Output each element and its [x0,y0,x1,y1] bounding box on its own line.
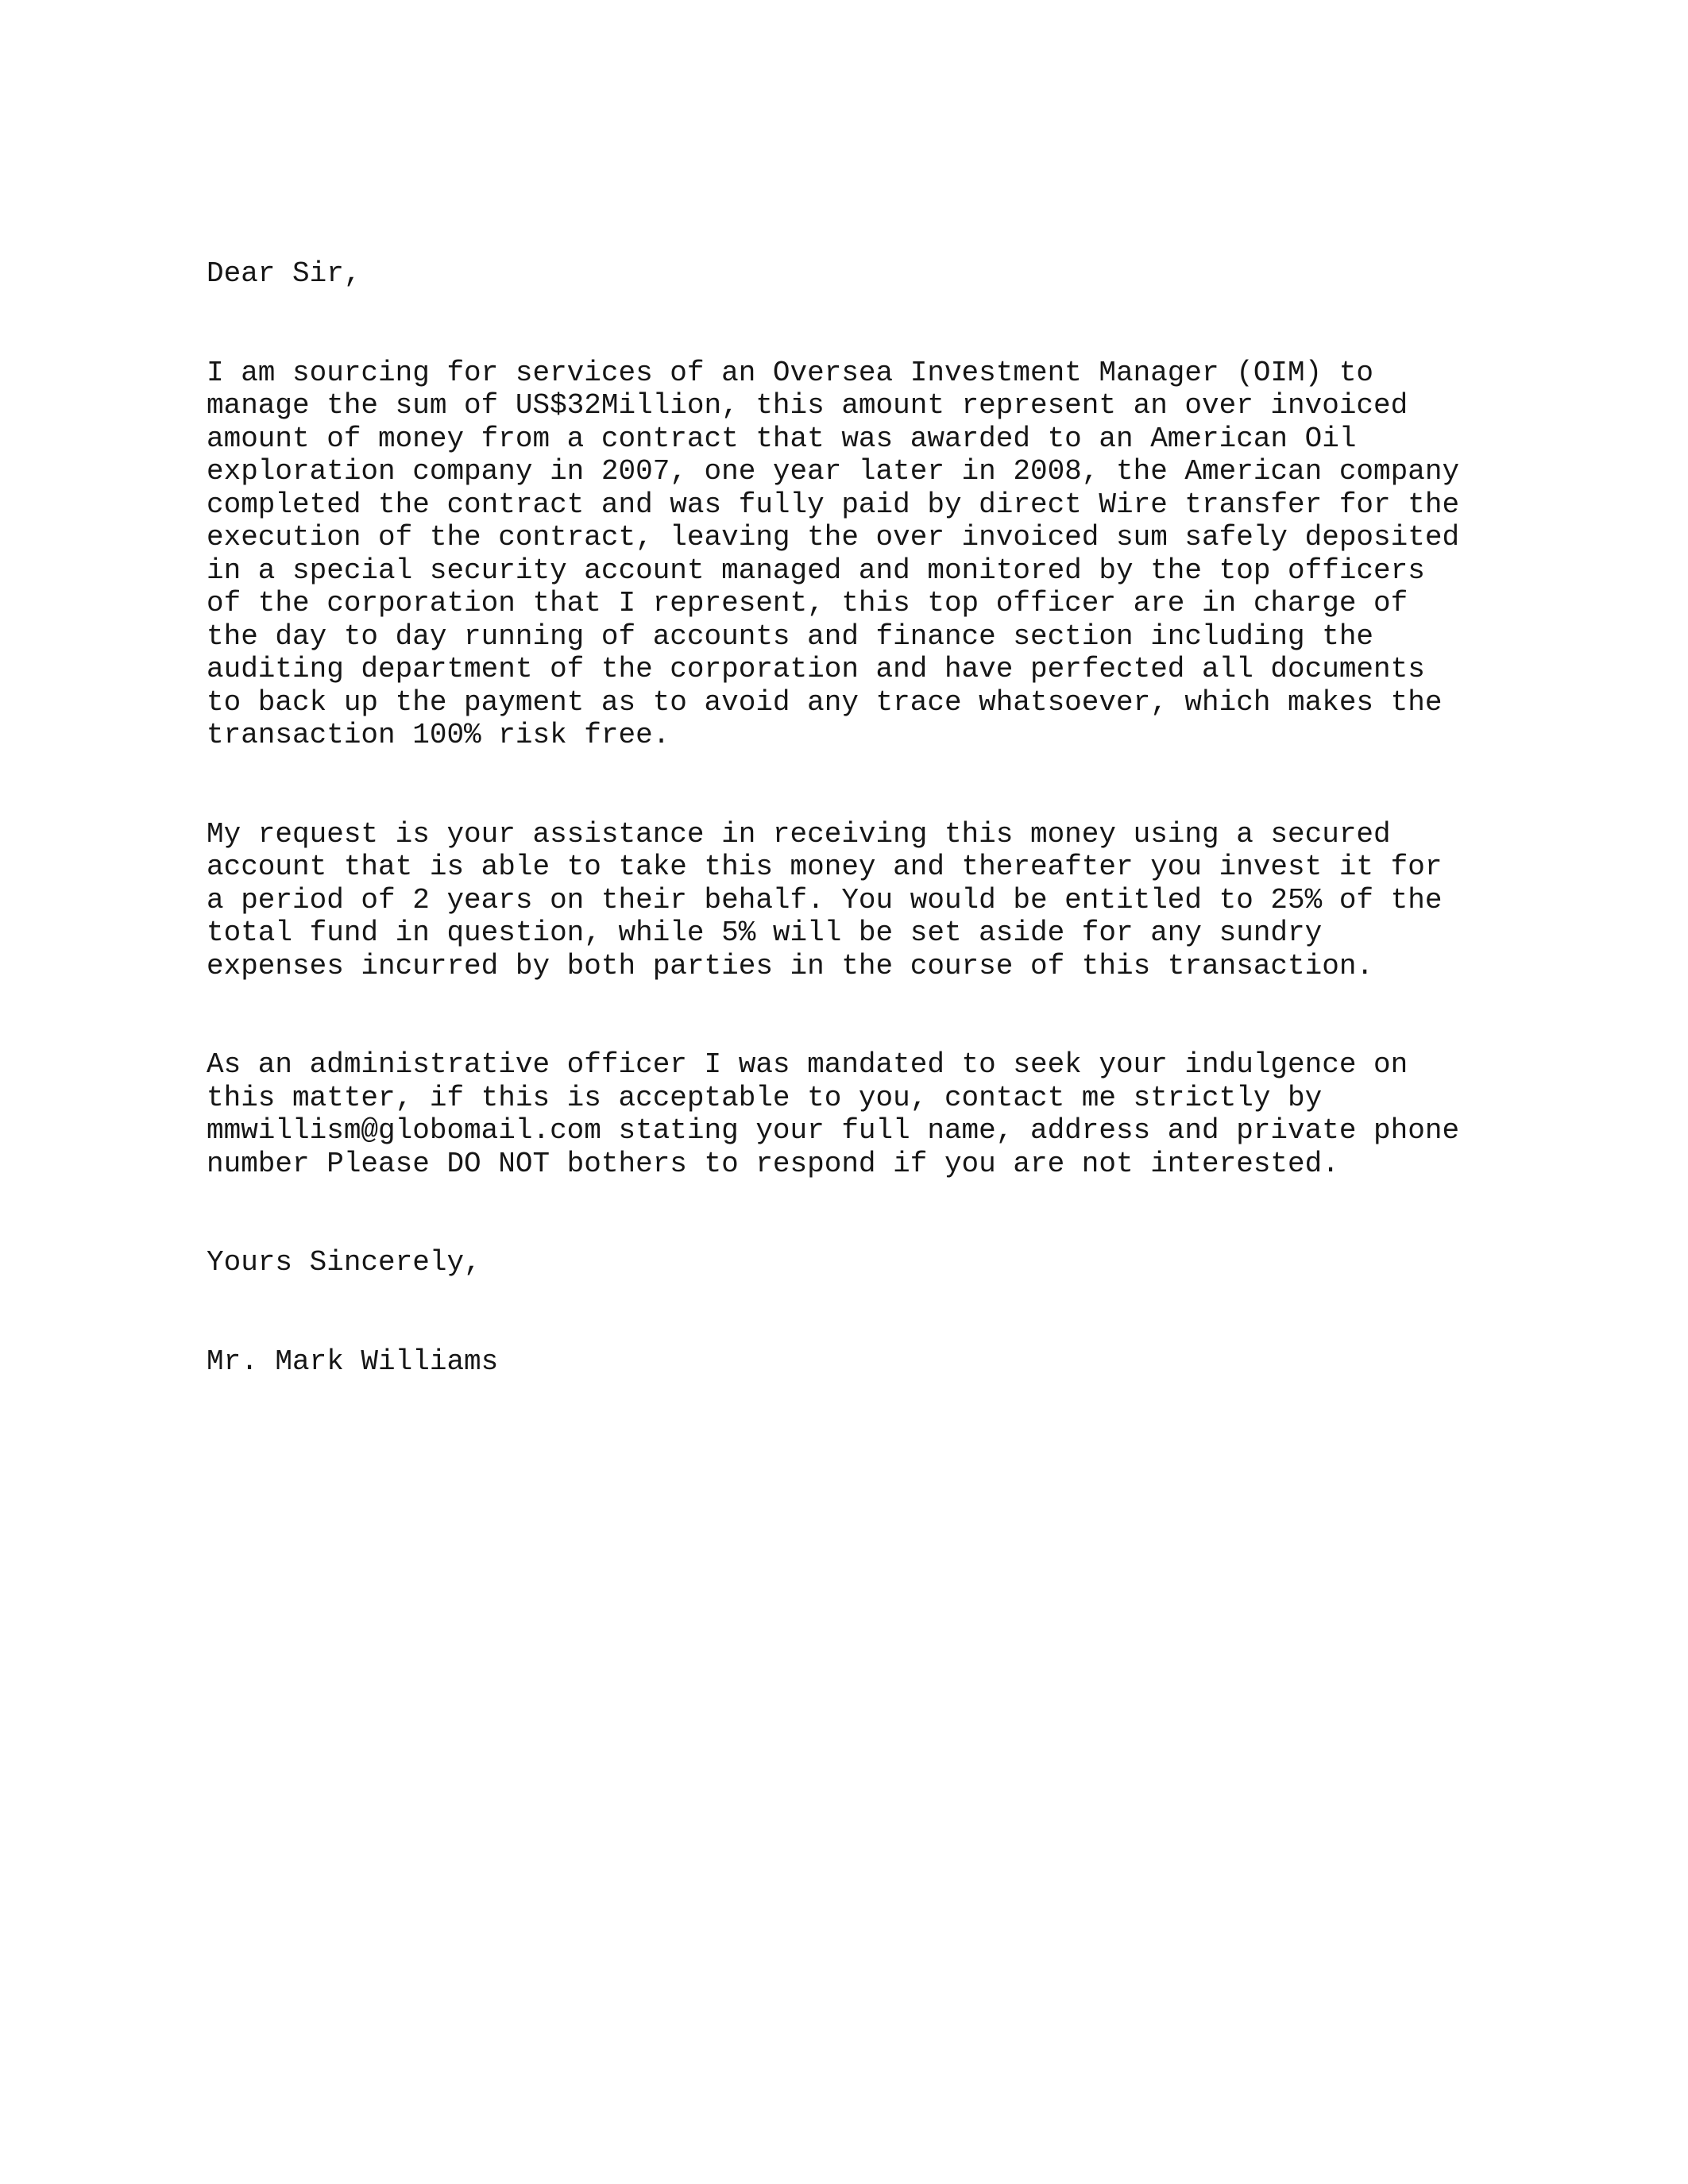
paragraph-line: account that is able to take this money and thereafter you invest it for [207,851,1443,883]
paragraph-gap [207,1180,1557,1246]
paragraph-2 [207,818,1557,983]
closing: Yours Sincerely, [207,1246,481,1279]
paragraph-gap [207,752,1557,818]
paragraph-line: number Please DO NOT bothers to respond if you are not interested. [207,1147,1339,1180]
paragraph-line: As an administrative officer I was mandated to seek your indulgence on [207,1048,1408,1081]
paragraph-line: amount of money from a contract that was awarded to an American Oil [207,422,1357,455]
paragraph-gap [207,1279,1557,1345]
paragraph-line: this matter, if this is acceptable to you, contact me strictly by [207,1081,1323,1114]
paragraph-line: manage the sum of US$32Million, this amount represent an over invoiced [207,389,1408,422]
paragraph-line: auditing department of the corporation and have perfected all documents [207,653,1425,685]
salutation: Dear Sir, [207,257,361,290]
paragraph-gap [207,291,1557,357]
paragraph-line: execution of the contract, leaving the over invoiced sum safely deposited [207,521,1460,554]
paragraph-line: to back up the payment as to avoid any trace whatsoever, which makes the [207,685,1443,719]
paragraph-line: transaction 100% risk free. [207,719,670,751]
paragraph-line: a period of 2 years on their behalf. You would be entitled to 25% of the [207,883,1443,916]
paragraph-line: completed the contract and was fully paid by direct Wire transfer for the [207,488,1460,521]
paragraph-line: I am sourcing for services of an Oversea Investment Manager (OIM) to [207,356,1374,389]
paragraph-line: mmwillism@globomail.com stating your full name, address and private phone [207,1114,1460,1147]
paragraph-line: total fund in question, while 5% will be set aside for any sundry [207,916,1323,949]
paragraph-line: the day to day running of accounts and finance section including the [207,619,1374,653]
paragraph-line: exploration company in 2007, one year later in 2008, the American company [207,455,1460,488]
paragraph-line: of the corporation that I represent, this top officer are in charge of [207,587,1408,619]
paragraph-1 [207,357,1557,752]
letter-body [207,257,1557,1378]
paragraph-line: My request is your assistance in receiving this money using a secured [207,817,1391,851]
paragraph-3 [207,1048,1557,1180]
paragraph-gap [207,982,1557,1048]
paragraph-line: in a special security account managed and monitored by the top officers [207,554,1425,587]
signature-name: Mr. Mark Williams [207,1345,499,1378]
paragraph-line: expenses incurred by both parties in the course of this transaction. [207,949,1374,982]
